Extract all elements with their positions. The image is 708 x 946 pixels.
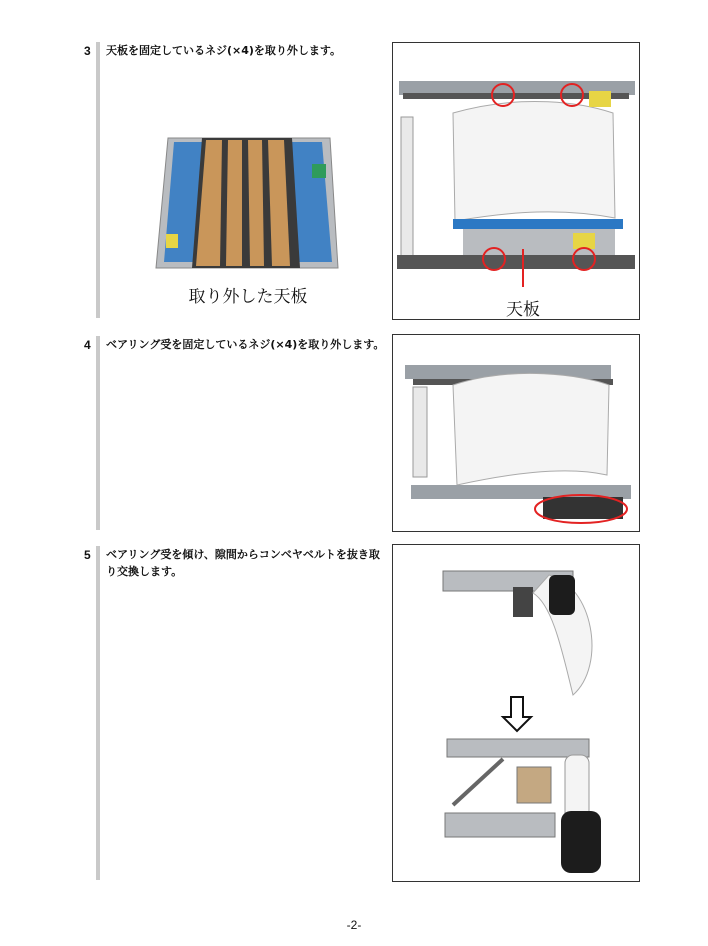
step-5-text: ベアリング受を傾け、隙間からコンベヤベルトを抜き取り交換します。 [106, 548, 380, 578]
down-arrow-icon [503, 697, 531, 731]
removed-plate-photo [152, 134, 344, 272]
step-4-text: ベアリング受を固定しているネジ(×4)を取り外します。 [106, 338, 385, 351]
step-5-photo-frame [392, 544, 640, 882]
step-3-photo-frame [392, 42, 640, 320]
step-4-bar [96, 336, 100, 530]
step-4-photo-frame [392, 334, 640, 532]
step-4-number: 4 [84, 338, 91, 352]
step-5-number: 5 [84, 548, 91, 562]
step-3-bar [96, 42, 100, 318]
step-3-text: 天板を固定しているネジ(×4)を取り外します。 [106, 44, 342, 57]
step-5-bar [96, 546, 100, 880]
step-3-number: 3 [84, 44, 91, 58]
removed-plate-caption: 取り外した天板 [188, 287, 308, 307]
top-plate-label: 天板 [506, 300, 540, 320]
page-number: -2- [346, 918, 362, 932]
